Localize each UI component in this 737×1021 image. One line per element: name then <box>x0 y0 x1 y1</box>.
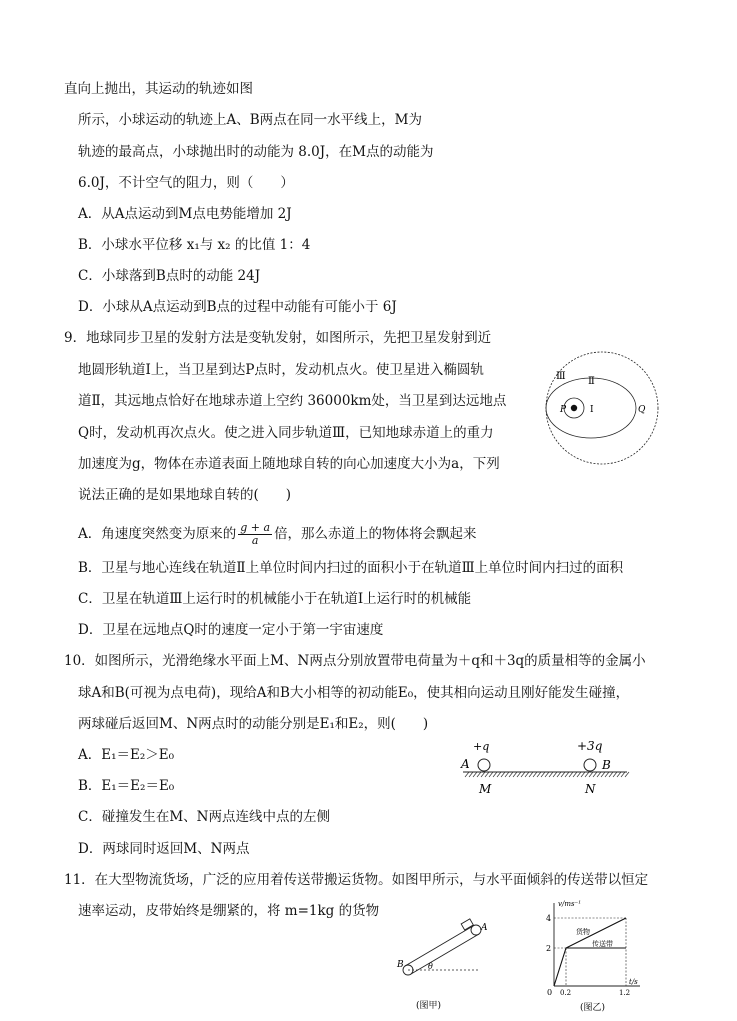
q10-line-2: 球A和B(可视为点电荷)，现给A和B大小相等的初动能E₀，使其相向运动且刚好能发生碰撞， <box>78 685 630 701</box>
hatch-stroke <box>553 772 557 777</box>
belt-top <box>405 926 473 966</box>
q11-line-1: 11．在大型物流货场，广泛的应用着传送带搬运货物。如图甲所示，与水平面倾斜的传送带以恒定 <box>64 872 649 888</box>
x-axis-label: t/s <box>629 978 638 986</box>
label-orbit-i: I <box>590 405 594 415</box>
q10-option-b: B．E₁＝E₂＝E₀ <box>78 778 175 794</box>
hatch-stroke <box>621 772 625 777</box>
label-belt: 传送带 <box>592 940 613 948</box>
q8-option-c: C．小球落到B点时的动能 24J <box>78 268 261 284</box>
q9-line-1: 9．地球同步卫星的发射方法是变轨发射，如图所示，先把卫星发射到近 <box>64 330 492 346</box>
q8-line-2: 所示，小球运动的轨迹上A、B两点在同一水平线上，M为 <box>78 112 422 128</box>
caption-fig-jia: (图甲) <box>416 1001 442 1011</box>
hatch-stroke <box>509 772 513 777</box>
ground-hatching <box>465 772 629 777</box>
label-orbit-ii: Ⅱ <box>588 376 595 387</box>
caption-fig-yi: (图乙) <box>580 1003 606 1013</box>
q8-line-4: 6.0J，不计空气的阻力，则（ ） <box>78 175 294 191</box>
hatch-stroke <box>525 772 529 777</box>
hatch-stroke <box>465 772 469 777</box>
hatch-stroke <box>529 772 533 777</box>
q8-option-a: A．从A点运动到M点电势能增加 2J <box>78 206 292 222</box>
hatch-stroke <box>521 772 525 777</box>
q11-line-2: 速率运动，皮带始终是绷紧的，将 m=1kg 的货物 <box>78 903 380 919</box>
tick-label-0-2: 0.2 <box>560 989 572 997</box>
hatch-stroke <box>593 772 597 777</box>
q9-line-4: Q时，发动机再次点火。使之进入同步轨道Ⅲ，已知地球赤道上的重力 <box>78 425 494 441</box>
hatch-stroke <box>597 772 601 777</box>
label-charge-a: +q <box>473 740 490 753</box>
label-ball-a: A <box>461 757 470 771</box>
q10-option-c: C．碰撞发生在M、N两点连线中点的左侧 <box>78 809 330 825</box>
hatch-stroke <box>577 772 581 777</box>
belt-bottom <box>411 934 479 974</box>
hatch-stroke <box>533 772 537 777</box>
conveyor-diagram <box>388 912 498 1012</box>
hatch-stroke <box>477 772 481 777</box>
label-point-m: M <box>479 782 492 796</box>
hatch-stroke <box>601 772 605 777</box>
q9-option-a-prefix: A．角速度突然变为原来的 <box>78 526 237 542</box>
label-point-q: Q <box>638 405 646 415</box>
q9-line-6: 说法正确的是如果地球自转的( ) <box>78 487 292 503</box>
q9-line-3: 道Ⅱ，其远地点恰好在地球赤道上空约 36000km处，当卫星到达远地点 <box>78 393 507 409</box>
q10-option-d: D．两球同时返回M、N两点 <box>78 841 250 857</box>
q10-option-a: A．E₁＝E₂＞E₀ <box>78 747 175 763</box>
label-point-n: N <box>585 782 596 796</box>
vt-graph <box>536 898 646 1016</box>
label-point-p: P <box>560 405 567 415</box>
label-a: A <box>481 923 488 933</box>
tick-label-0: 0 <box>547 988 553 997</box>
label-theta: θ <box>428 962 433 971</box>
hatch-stroke <box>549 772 553 777</box>
tick-label-2: 2 <box>546 944 552 953</box>
q9-fraction-denominator: a <box>251 534 259 547</box>
hatch-stroke <box>561 772 565 777</box>
hatch-stroke <box>493 772 497 777</box>
hatch-stroke <box>485 772 489 777</box>
ball-b <box>584 759 596 771</box>
ball-a <box>478 759 490 771</box>
orbit-diagram <box>524 350 674 470</box>
hatch-stroke <box>505 772 509 777</box>
hatch-stroke <box>497 772 501 777</box>
q9-option-c: C．卫星在轨道Ⅲ上运行时的机械能小于在轨道Ⅰ上运行时的机械能 <box>78 591 472 607</box>
q9-option-a <box>78 518 477 550</box>
q8-option-d: D．小球从A点运动到B点的过程中动能有可能小于 6J <box>78 299 397 315</box>
q9-option-b: B．卫星与地心连线在轨道Ⅱ上单位时间内扫过的面积小于在轨道Ⅲ上单位时间内扫过的面积 <box>78 560 624 576</box>
hatch-stroke <box>613 772 617 777</box>
hatch-stroke <box>605 772 609 777</box>
label-ball-b: B <box>602 758 611 772</box>
hatch-stroke <box>565 772 569 777</box>
hatch-stroke <box>469 772 473 777</box>
q9-fraction <box>238 522 272 547</box>
hatch-stroke <box>573 772 577 777</box>
q8-line-3: 轨迹的最高点，小球抛出时的动能为 8.0J，在M点的动能为 <box>78 144 434 160</box>
hatch-stroke <box>537 772 541 777</box>
hatch-stroke <box>513 772 517 777</box>
q9-option-d: D．卫星在远地点Q时的速度一定小于第一宇宙速度 <box>78 622 384 638</box>
label-b: B <box>397 960 404 970</box>
label-cargo: 货物 <box>576 928 590 936</box>
tick-label-4: 4 <box>546 914 552 923</box>
hatch-stroke <box>589 772 593 777</box>
hatch-stroke <box>545 772 549 777</box>
q9-fraction-numerator: g + a <box>240 521 271 534</box>
q9-line-5: 加速度为g，物体在赤道表面上随地球自转的向心加速度大小为a，下列 <box>78 456 500 472</box>
hatch-stroke <box>557 772 561 777</box>
charges-diagram <box>455 735 635 805</box>
hatch-stroke <box>501 772 505 777</box>
q9-line-2: 地圆形轨道Ⅰ上，当卫星到达P点时，发动机点火。使卫星进入椭圆轨 <box>78 362 484 378</box>
hatch-stroke <box>569 772 573 777</box>
hatch-stroke <box>481 772 485 777</box>
cargo-velocity-line <box>554 918 626 986</box>
q10-line-1: 10．如图所示，光滑绝缘水平面上M、N两点分别放置带电荷量为＋q和＋3q的质量相等的金属小 <box>64 653 646 669</box>
q9-option-a-suffix: 倍，那么赤道上的物体将会飘起来 <box>274 526 477 542</box>
hatch-stroke <box>517 772 521 777</box>
hatch-stroke <box>585 772 589 777</box>
hatch-stroke <box>609 772 613 777</box>
q8-option-b: B．小球水平位移 x₁与 x₂ 的比值 1：4 <box>78 237 311 253</box>
tick-label-1-2: 1.2 <box>619 989 631 997</box>
hatch-stroke <box>541 772 545 777</box>
label-orbit-iii: Ⅲ <box>556 371 566 382</box>
hatch-stroke <box>625 772 629 777</box>
label-charge-b: +3q <box>577 739 603 753</box>
hatch-stroke <box>473 772 477 777</box>
y-axis-label: v/ms⁻¹ <box>558 900 582 908</box>
earth-dot <box>571 405 577 411</box>
q8-line-1: 直向上抛出，其运动的轨迹如图 <box>64 81 253 97</box>
q10-line-3: 两球碰后返回M、N两点时的动能分别是E₁和E₂，则( ) <box>78 716 429 732</box>
hatch-stroke <box>581 772 585 777</box>
hatch-stroke <box>617 772 621 777</box>
hatch-stroke <box>489 772 493 777</box>
